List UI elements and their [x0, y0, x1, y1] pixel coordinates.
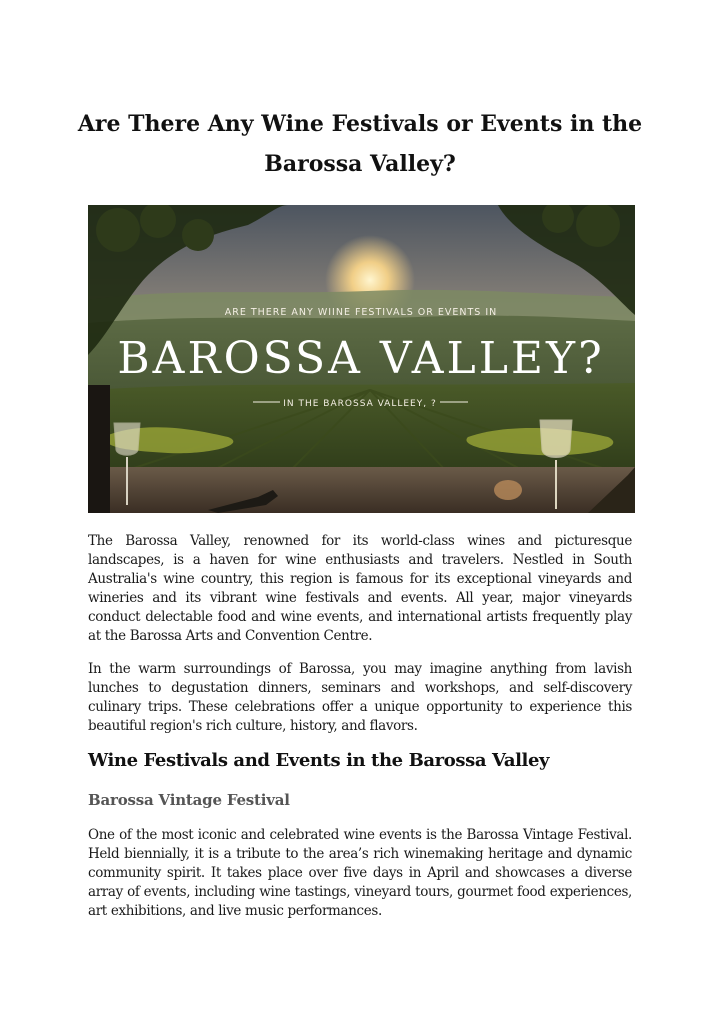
- surroundings-paragraph: In the warm surroundings of Barossa, you may imagine anything from lavish lunches to degustation dinners, seminars and workshops, and self-discovery culinary trips. These celebrations offer a unique opportunity to experience this beautiful region's rich culture, history, and flavors.: [88, 661, 632, 734]
- hero-image: [88, 205, 635, 513]
- subsection-heading: Barossa Vintage Festival: [88, 791, 290, 809]
- hero-main-caption: BAROSSA VALLEY?: [117, 333, 605, 384]
- hero-bottom-caption: IN THE BAROSSA VALLEEY, ?: [283, 399, 437, 409]
- article-title: Are There Any Wine Festivals or Events in the Barossa Valley?: [77, 111, 643, 177]
- section-heading: Wine Festivals and Events in the Barossa Valley: [88, 750, 550, 771]
- intro-paragraph: The Barossa Valley, renowned for its world-class wines and picturesque landscapes, is a haven for wine enthusiasts and travelers. Nestled in South Australia's wine country, this region is famous for its exceptional vineyards and wineries and its vibrant wine festivals and events. All year, major vineyards conduct delectable food and wine events, and international artists frequently play at the Barossa Arts and Convention Centre.: [88, 533, 632, 644]
- vintage-festival-paragraph: One of the most iconic and celebrated wine events is the Barossa Vintage Festival. Held biennially, it is a tribute to the area’s rich winemaking heritage and dynamic community spirit. It takes place over five days in April and showcases a diverse array of events, including wine tastings, vineyard tours, gourmet food experiences, art exhibitions, and live music performances.: [88, 827, 632, 919]
- hero-top-caption: ARE THERE ANY WIINE FESTIVALS OR EVENTS IN: [224, 307, 498, 318]
